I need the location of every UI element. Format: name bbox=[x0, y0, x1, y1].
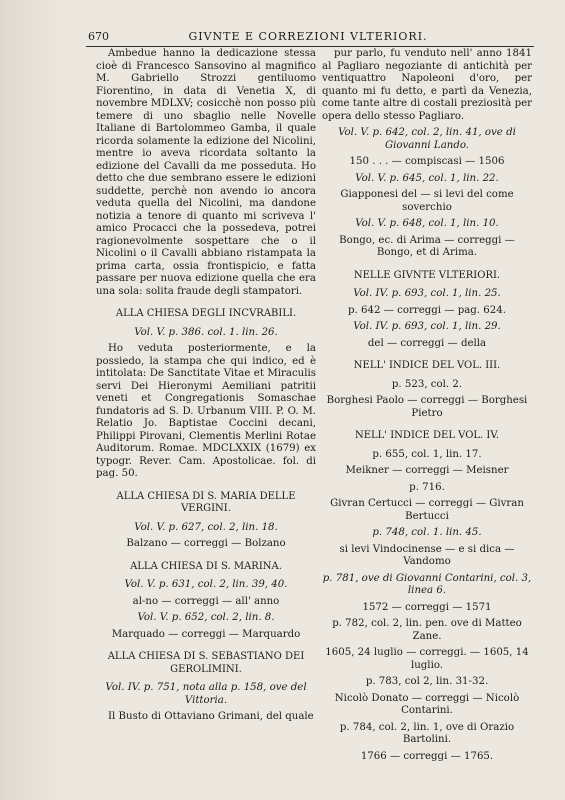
reference-line: Vol. V. p. 642, col. 2, lin. 41, ove di Giovanni Lando. bbox=[338, 127, 516, 151]
correction-line: p. 523, col. 2. bbox=[391, 378, 463, 390]
section-heading: NELL' INDICE DEL VOL. III. bbox=[353, 360, 501, 371]
paragraph: Ambedue hanno la dedicazione stessa cioè di Francesco Sansovino al magnifico M. Gabriello Strozzi gentiluomo Fiorentino, in data di Venetia X, di novembre MDLXV; cosicchè non posso più temere di uno sbaglio nelle Novelle Italiane di Bartolommeo Gamba, il quale ricorda solamente la edizione del Nicolini, mentre io aveva ricordata soltanto la edizione del Cavalli da me posseduta. Ho detto che due sembrano essere le edizioni suddette, perchè non avendo io ancora veduta quella del Nicolini, ma dandone notizia a tenore di quanto mi scriveva l' amico Procacci che la possedeva, potrei ragionevolmente sospettare che o il Nicolini o il Cavalli abbiano ristampata la prima carta, ossia frontispicio, e fatta passare per nuova edizione quella che era una sola: solita fraude degli stampatori. bbox=[96, 48, 316, 297]
correction-line: si levi Vindocinense — e si dica — Vandomo bbox=[339, 543, 515, 567]
running-head: GIVNTE E CORREZIONI VLTERIORI. bbox=[188, 30, 428, 43]
paragraph: pur parlo, fu venduto nell' anno 1841 al Pagliaro negoziante di antichità per ventiquattro Napoleoni d'oro, per quanto mi fu detto, e partì da Venezia, come tante altre di costali preziosità per opera dello stesso Pagliaro. bbox=[322, 48, 532, 122]
correction-line: 1766 — correggi — 1765. bbox=[360, 750, 494, 762]
reference-line: Vol. IV. p. 693, col. 1, lin. 29. bbox=[353, 321, 501, 332]
correction-line: Marquado — correggi — Marquardo bbox=[111, 628, 301, 640]
correction-line: 1572 — correggi — 1571 bbox=[362, 601, 492, 613]
correction-line: p. 782, col. 2, lin. pen. ove di Matteo Zane. bbox=[332, 618, 522, 642]
section-heading: ALLA CHIESA DI S. MARIA DELLE VERGINI. bbox=[116, 490, 296, 514]
correction-line: Meikner — correggi — Meisner bbox=[345, 465, 509, 476]
reference-line: p. 781, ove di Giovanni Contarini, col. 3, linea 6. bbox=[322, 572, 532, 596]
correction-line: p. 655, col. 1, lin. 17. bbox=[372, 448, 482, 460]
correction-line: 1605, 24 luglio — correggi. — 1605, 14 luglio. bbox=[325, 647, 529, 671]
correction-line: p. 642 — correggi — pag. 624. bbox=[348, 304, 506, 316]
section-heading: ALLA CHIESA DI S. SEBASTIANO DEI GEROLIMINI. bbox=[107, 651, 305, 675]
correction-line: Nicolò Donato — correggi — Nicolò Contarini. bbox=[334, 692, 520, 716]
correction-line: Balzano — correggi — Bolzano bbox=[126, 538, 286, 549]
correction-line: p. 716. bbox=[409, 481, 445, 493]
section-heading: NELLE GIVNTE VLTERIORI. bbox=[353, 269, 501, 281]
correction-line: p. 784, col. 2, lin. 1, ove di Orazio Bartolini. bbox=[339, 721, 515, 745]
reference-line: Vol. V. p. 386. col. 1. lin. 26. bbox=[134, 326, 278, 338]
right-column bbox=[322, 48, 532, 767]
correction-line: Giapponesi del — si levi del come soverchio bbox=[340, 189, 514, 213]
reference-line: Vol. V. p. 645, col. 1, lin. 22. bbox=[355, 172, 499, 184]
page-number: 670 bbox=[88, 30, 109, 43]
reference-line: Vol. V. p. 652, col. 2, lin. 8. bbox=[137, 612, 275, 623]
left-column bbox=[96, 48, 316, 724]
reference-line: Vol. V. p. 631, col. 2, lin. 39, 40. bbox=[124, 579, 288, 590]
section-heading: NELL' INDICE DEL VOL. IV. bbox=[354, 430, 500, 441]
reference-line: p. 748, col. 1. lin. 45. bbox=[372, 527, 482, 538]
correction-line: p. 783, col 2, lin. 31-32. bbox=[365, 676, 489, 687]
paragraph: Il Busto di Ottaviano Grimani, del quale bbox=[108, 711, 314, 722]
correction-line: al-no — correggi — all' anno bbox=[132, 595, 280, 607]
page-gutter-shadow bbox=[0, 0, 60, 800]
reference-line: Vol. V. p. 627, col. 2, lin. 18. bbox=[134, 521, 278, 533]
correction-line: Bongo, ec. di Arima — correggi — Bongo, et di Arima. bbox=[339, 234, 515, 258]
reference-line: Vol. IV. p. 751, nota alla p. 158, ove del Vittoria. bbox=[105, 682, 307, 706]
paragraph: Ho veduta posteriormente, e la possiedo, la stampa che qui indico, ed è intitolata: De Sanctitate Vitae et Miraculis servi Dei Hieronymi Aemiliani patritii veneti et Congregationis Somaschae fundatoris ad S. D. Urbanum VIII. P. O. M. Relatio Jo. Baptistae Coccini decani, Philippi Pirovani, Clementis Merlini Rotae Auditorum. Romae. MDCLXXIX (1679) ex typogr. Rever. Cam. Apostolicae. fol. di pag. 50. bbox=[96, 343, 316, 479]
correction-line: Borghesi Paolo — correggi — Borghesi Pietro bbox=[326, 395, 528, 419]
reference-line: Vol. IV. p. 693, col. 1, lin. 25. bbox=[353, 288, 501, 299]
section-heading: ALLA CHIESA DI S. MARINA. bbox=[130, 560, 282, 572]
correction-line: Givran Certucci — correggi — Givran Bertucci bbox=[330, 498, 524, 522]
correction-line: del — correggi — della bbox=[367, 337, 487, 349]
correction-line: 150 . . . — compiscasi — 1506 bbox=[349, 156, 505, 167]
header-rule bbox=[86, 46, 534, 47]
section-heading: ALLA CHIESA DEGLI INCVRABILI. bbox=[115, 308, 297, 319]
reference-line: Vol. V. p. 648, col. 1, lin. 10. bbox=[355, 218, 499, 229]
page-header bbox=[88, 30, 528, 44]
